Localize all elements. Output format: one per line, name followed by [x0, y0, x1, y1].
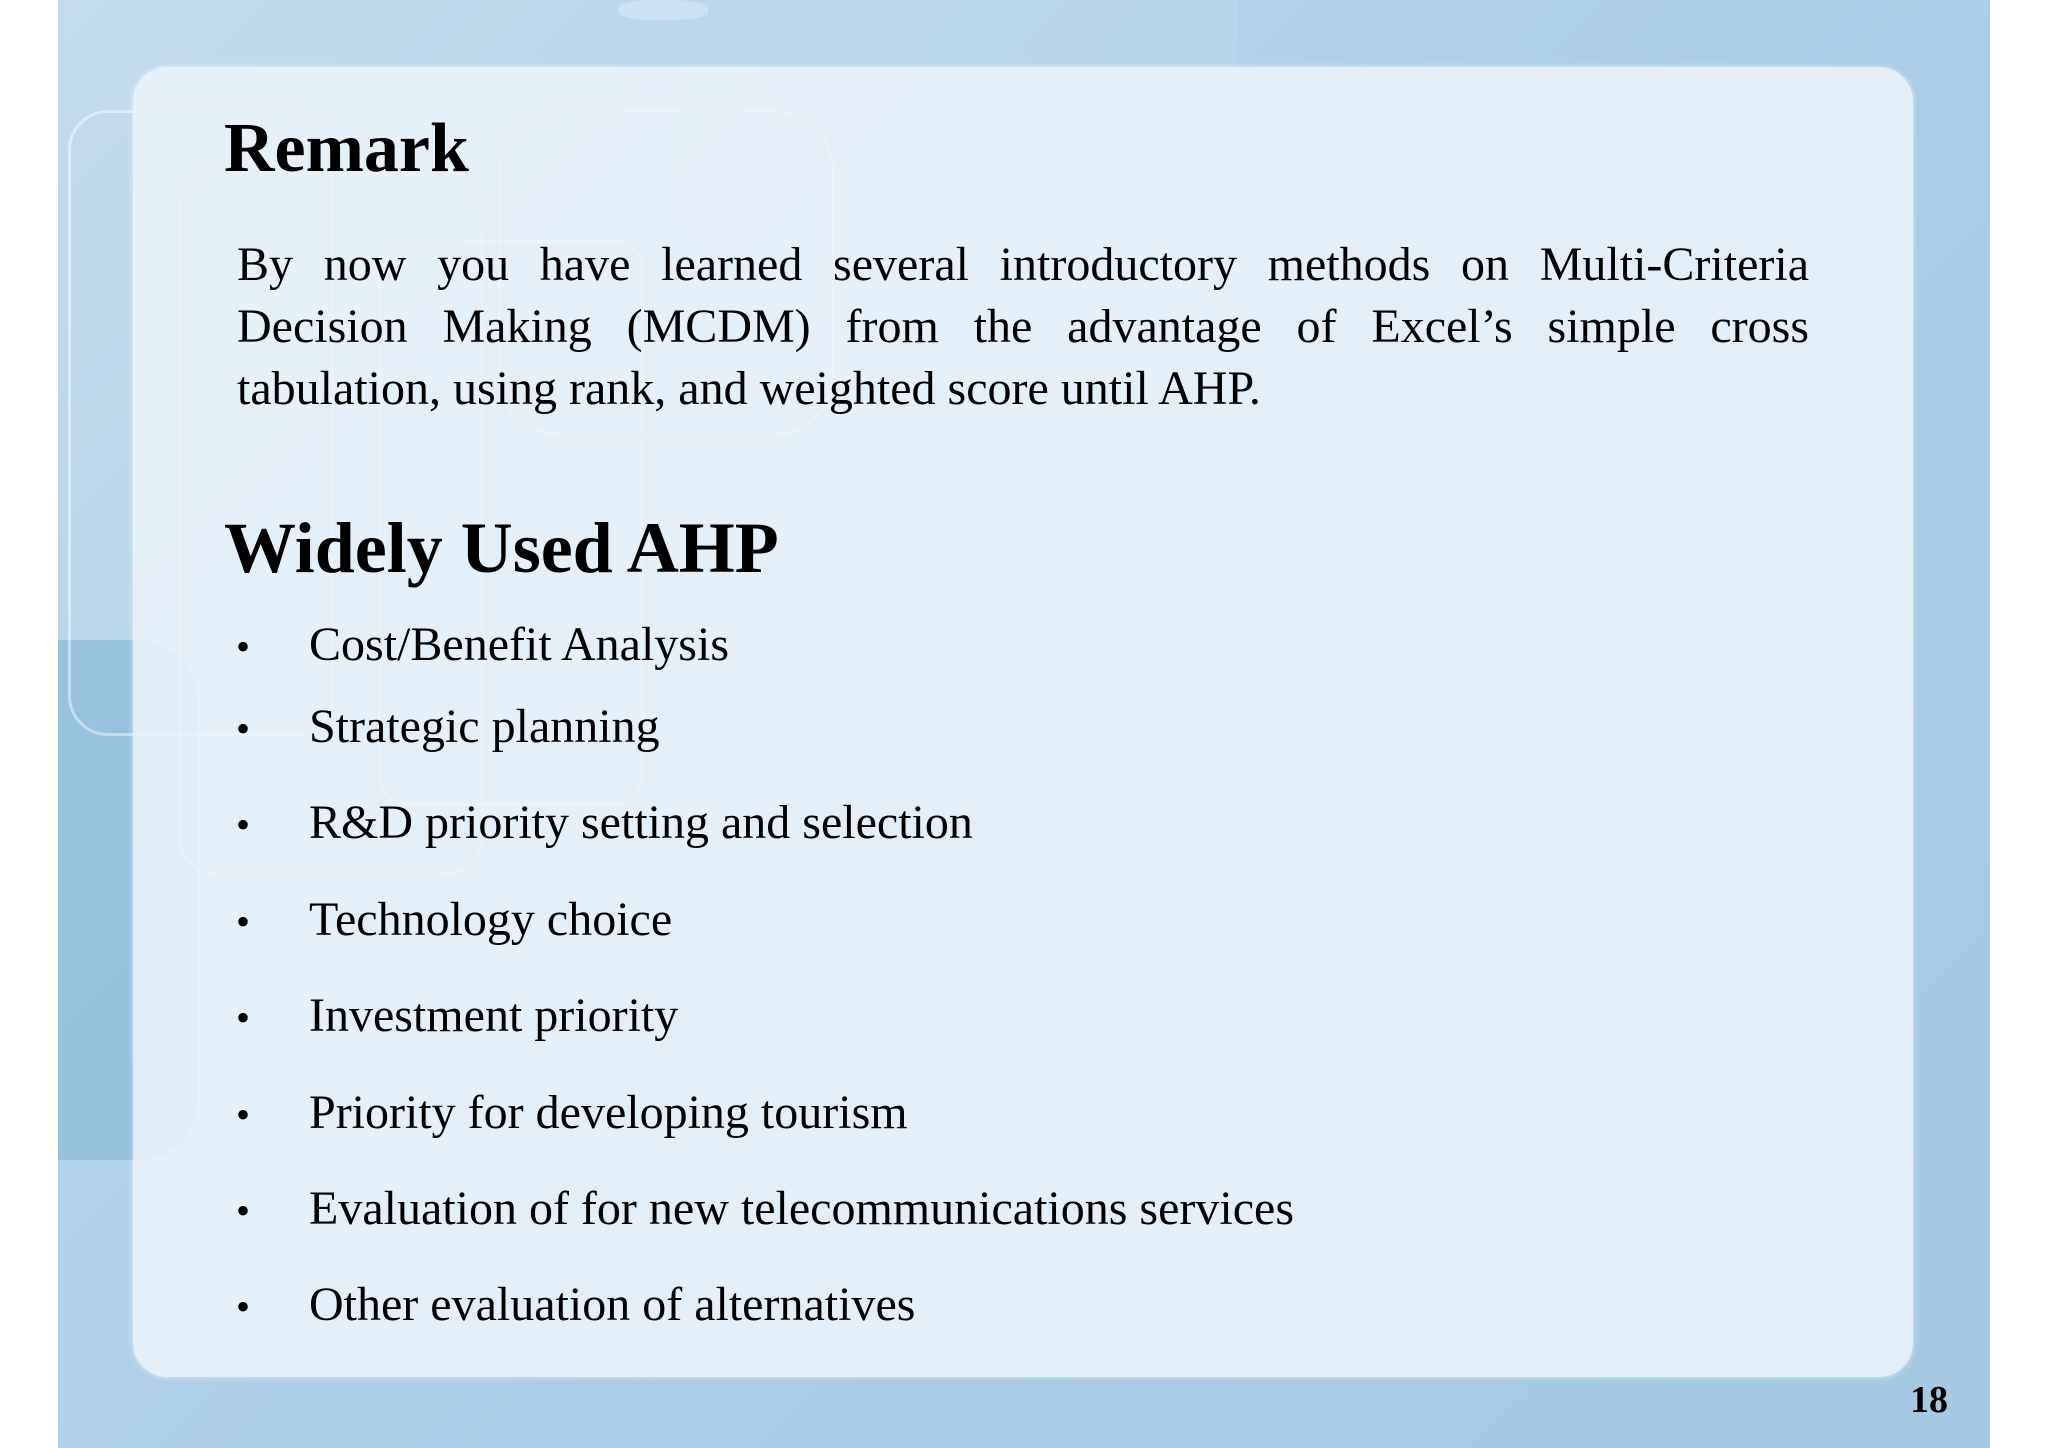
- remark-paragraph: By now you have learned several introductory methods on Multi-Criteria Decision Making (MCDM) from the advantage of Excel’s simple cross tabulation, using rank, and weighted score until AHP.: [237, 238, 1809, 415]
- list-item: [236, 792, 973, 856]
- remark-heading: Remark: [224, 110, 469, 187]
- page-number: 18: [1910, 1379, 1948, 1421]
- bullet-icon: •: [236, 706, 251, 751]
- list-item: [236, 614, 729, 678]
- bullet-icon: •: [236, 1284, 251, 1329]
- bullet-icon: •: [236, 624, 251, 669]
- list-item-text: Strategic planning: [309, 700, 660, 753]
- list-item-text: Investment priority: [309, 989, 679, 1042]
- bullet-icon: •: [236, 1092, 251, 1137]
- list-item: [236, 1178, 1294, 1242]
- ahp-heading: Widely Used AHP: [224, 508, 779, 588]
- list-item-text: Priority for developing tourism: [309, 1086, 908, 1139]
- list-item-text: Other evaluation of alternatives: [309, 1278, 916, 1331]
- bullet-icon: •: [236, 802, 251, 847]
- list-item-text: Evaluation of for new telecommunications services: [309, 1182, 1295, 1235]
- list-item: [236, 985, 678, 1049]
- ahp-uses-list: [236, 0, 1736, 1448]
- bullet-icon: •: [236, 995, 251, 1040]
- list-item: [236, 889, 672, 953]
- bullet-icon: •: [236, 1188, 251, 1233]
- list-item-text: Cost/Benefit Analysis: [309, 618, 729, 671]
- list-item-text: R&D priority setting and selection: [309, 796, 973, 849]
- list-item: [236, 1274, 915, 1338]
- list-item: [236, 696, 660, 760]
- bullet-icon: •: [236, 899, 251, 944]
- list-item-text: Technology choice: [309, 893, 673, 946]
- list-item: [236, 1082, 908, 1146]
